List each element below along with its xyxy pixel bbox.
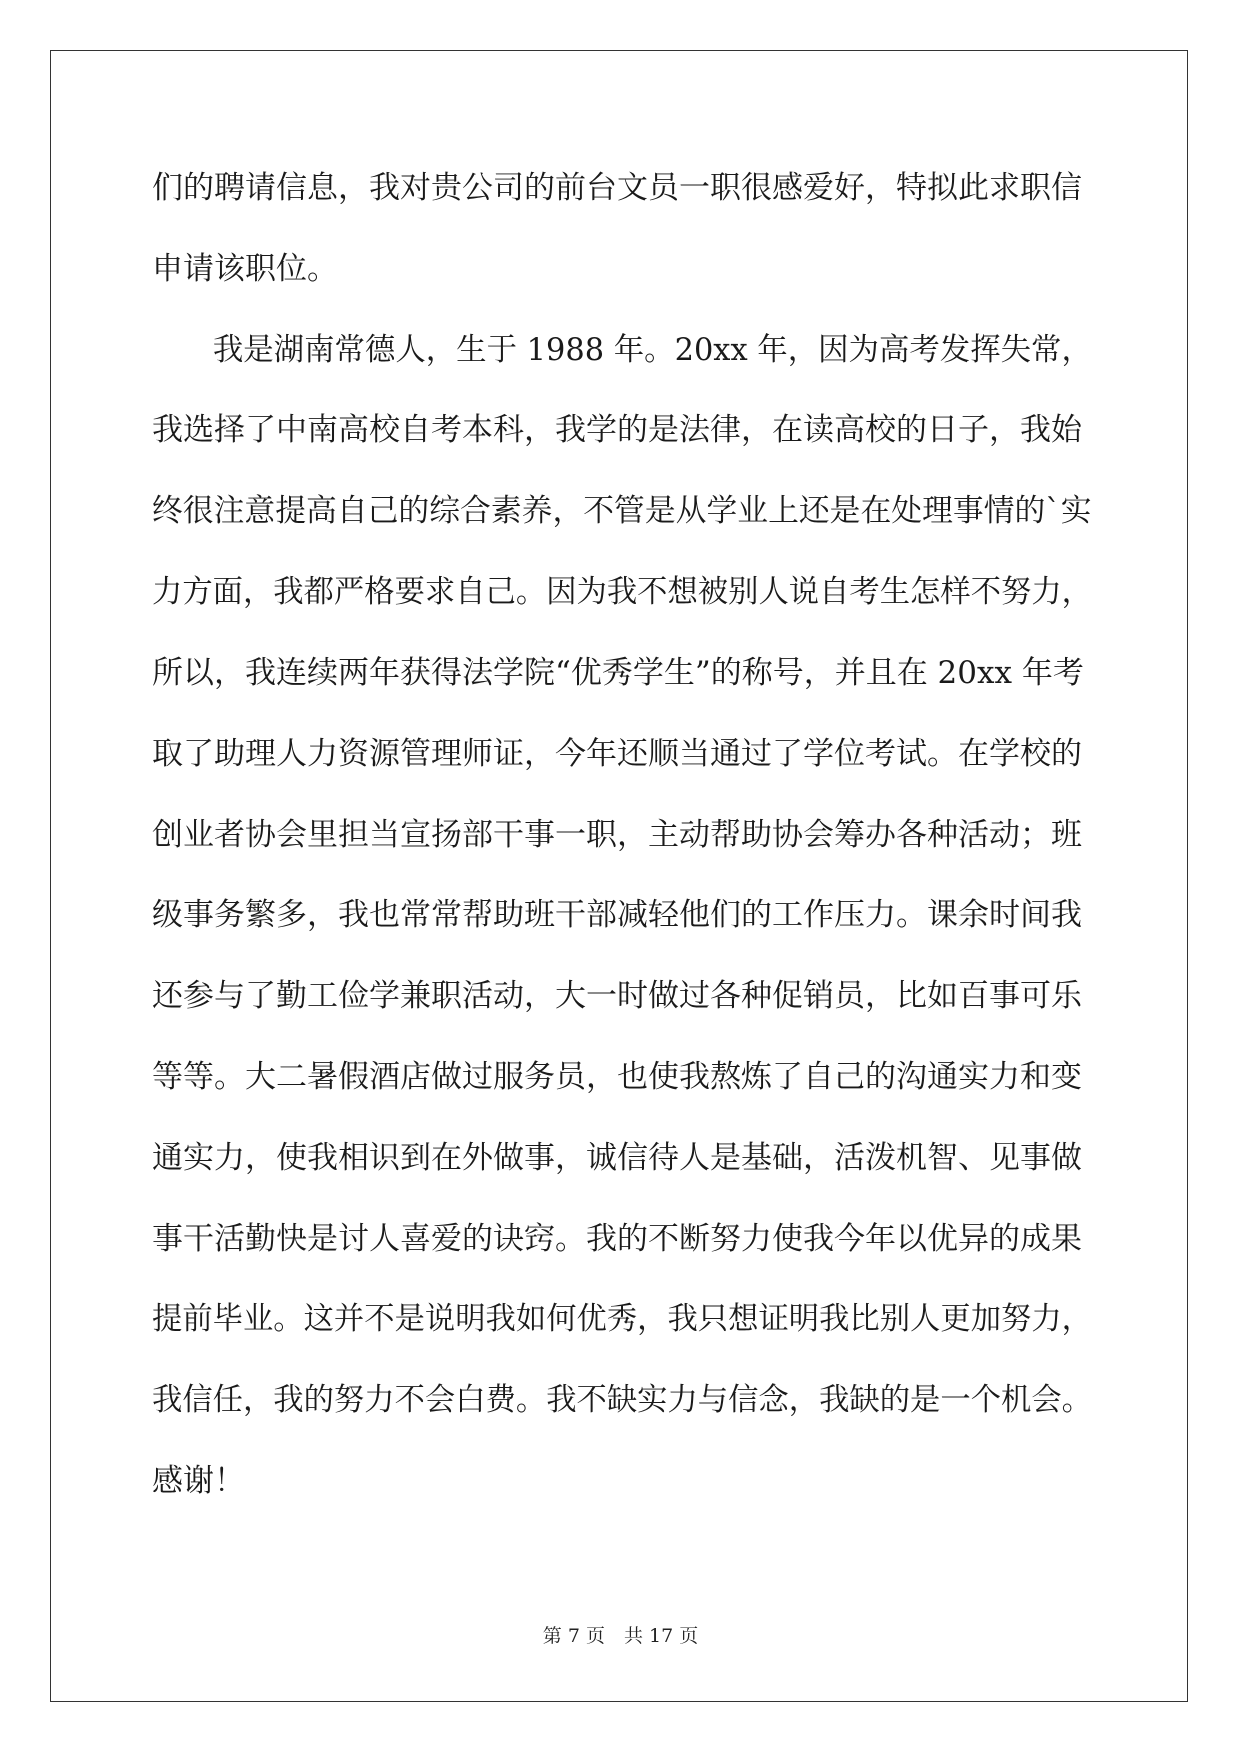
body-line-4: 我选择了中南高校自考本科，我学的是法律，在读高校的日子，我始 [152, 412, 1082, 448]
body-line-13: 通实力，使我相识到在外做事，诚信待人是基础，活泼机智、见事做 [152, 1140, 1082, 1176]
body-line-8: 取了助理人力资源管理师证，今年还顺当通过了学位考试。在学校的 [152, 736, 1082, 772]
body-line-3: 我是湖南常德人，生于 1988 年。20xx 年，因为高考发挥失常， [152, 332, 1092, 368]
page-border [50, 50, 1188, 1702]
page-number: 第 7 页 共 17 页 [542, 1625, 699, 1647]
body-line-16: 我信任，我的努力不会白费。我不缺实力与信念，我缺的是一个机会。 [152, 1382, 1092, 1418]
body-line-2: 申请该职位。 [152, 251, 338, 287]
body-line-6: 力方面，我都严格要求自己。因为我不想被别人说自考生怎样不努力， [152, 574, 1092, 610]
body-line-15: 提前毕业。这并不是说明我如何优秀，我只想证明我比别人更加努力， [152, 1301, 1092, 1337]
body-line-14: 事干活勤快是讨人喜爱的诀窍。我的不断努力使我今年以优异的成果 [152, 1221, 1082, 1257]
body-line-17: 感谢！ [152, 1463, 245, 1499]
body-line-11: 还参与了勤工俭学兼职活动，大一时做过各种促销员，比如百事可乐 [152, 978, 1082, 1014]
body-line-1: 们的聘请信息，我对贵公司的前台文员一职很感爱好，特拟此求职信 [152, 170, 1082, 206]
body-line-10: 级事务繁多，我也常常帮助班干部减轻他们的工作压力。课余时间我 [152, 897, 1082, 933]
body-line-9: 创业者协会里担当宣扬部干事一职，主动帮助协会筹办各种活动；班 [152, 817, 1082, 853]
body-line-5: 终很注意提高自己的综合素养，不管是从学业上还是在处理事情的`实 [152, 493, 1092, 529]
body-line-7: 所以，我连续两年获得法学院“优秀学生”的称号，并且在 20xx 年考 [152, 655, 1084, 691]
page-footer [0, 1624, 1241, 1648]
body-line-12: 等等。大二暑假酒店做过服务员，也使我熬炼了自己的沟通实力和变 [152, 1059, 1082, 1095]
